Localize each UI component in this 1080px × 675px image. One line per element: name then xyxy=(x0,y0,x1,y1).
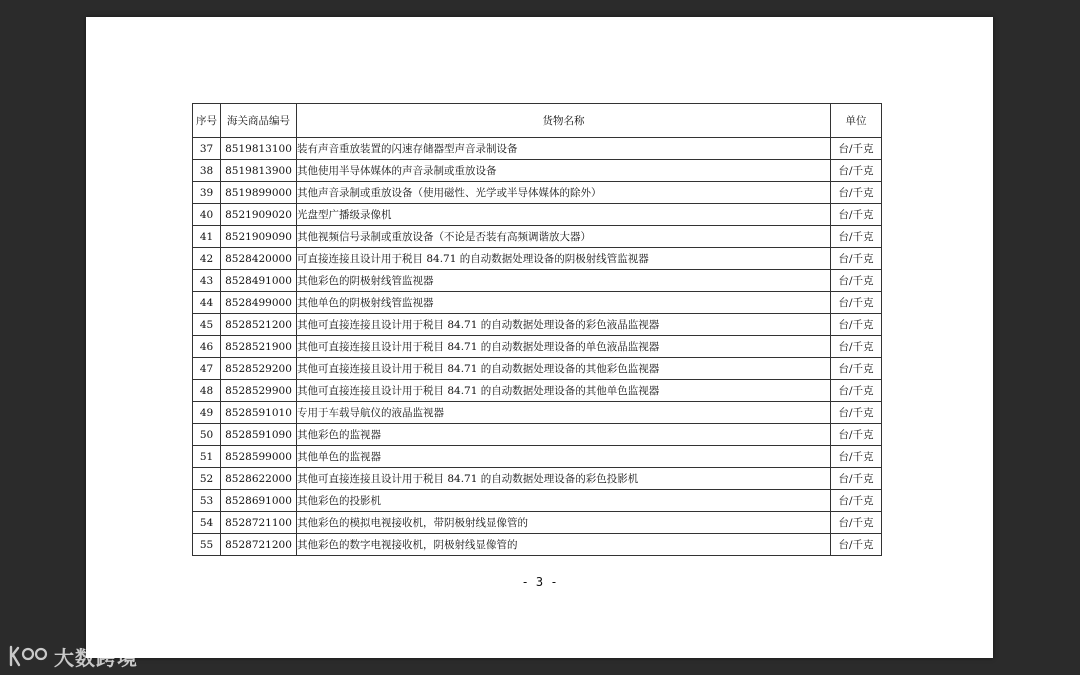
row-customs-code: 8528499000 xyxy=(221,292,297,314)
table-row xyxy=(193,314,882,336)
row-serial-number: 45 xyxy=(193,314,221,336)
row-goods-name: 其他可直接连接且设计用于税目 84.71 的自动数据处理设备的其他单色监视器 xyxy=(297,380,831,402)
row-customs-code: 8528599000 xyxy=(221,446,297,468)
row-customs-code: 8528529200 xyxy=(221,358,297,380)
row-customs-code: 8528521900 xyxy=(221,336,297,358)
row-goods-name: 其他视频信号录制或重放设备（不论是否装有高频调谐放大器） xyxy=(297,226,831,248)
row-goods-name: 其他声音录制或重放设备（使用磁性、光学或半导体媒体的除外） xyxy=(297,182,831,204)
row-serial-number: 42 xyxy=(193,248,221,270)
table-row xyxy=(193,182,882,204)
table-row xyxy=(193,292,882,314)
row-goods-name: 其他彩色的投影机 xyxy=(297,490,831,512)
row-unit: 台/千克 xyxy=(831,248,882,270)
row-unit: 台/千克 xyxy=(831,358,882,380)
row-customs-code: 8519813100 xyxy=(221,138,297,160)
row-goods-name: 专用于车载导航仪的液晶监视器 xyxy=(297,402,831,424)
table-row xyxy=(193,160,882,182)
row-unit: 台/千克 xyxy=(831,512,882,534)
row-unit: 台/千克 xyxy=(831,424,882,446)
row-customs-code: 8521909090 xyxy=(221,226,297,248)
row-customs-code: 8519899000 xyxy=(221,182,297,204)
row-customs-code: 8528591010 xyxy=(221,402,297,424)
page-number: - 3 - xyxy=(521,575,558,589)
row-unit: 台/千克 xyxy=(831,336,882,358)
row-serial-number: 51 xyxy=(193,446,221,468)
table-row xyxy=(193,490,882,512)
row-goods-name: 其他单色的阴极射线管监视器 xyxy=(297,292,831,314)
header-goods-name: 货物名称 xyxy=(297,104,831,138)
row-goods-name: 其他可直接连接且设计用于税目 84.71 的自动数据处理设备的单色液晶监视器 xyxy=(297,336,831,358)
row-customs-code: 8528521200 xyxy=(221,314,297,336)
row-customs-code: 8528691000 xyxy=(221,490,297,512)
goods-table xyxy=(192,103,882,556)
row-unit: 台/千克 xyxy=(831,182,882,204)
row-serial-number: 47 xyxy=(193,358,221,380)
table-row xyxy=(193,138,882,160)
row-serial-number: 49 xyxy=(193,402,221,424)
row-goods-name: 其他彩色的监视器 xyxy=(297,424,831,446)
row-goods-name: 其他可直接连接且设计用于税目 84.71 的自动数据处理设备的彩色液晶监视器 xyxy=(297,314,831,336)
row-goods-name: 其他彩色的阴极射线管监视器 xyxy=(297,270,831,292)
table-row xyxy=(193,402,882,424)
table-row xyxy=(193,512,882,534)
row-serial-number: 39 xyxy=(193,182,221,204)
row-serial-number: 43 xyxy=(193,270,221,292)
row-serial-number: 50 xyxy=(193,424,221,446)
row-unit: 台/千克 xyxy=(831,490,882,512)
row-customs-code: 8528420000 xyxy=(221,248,297,270)
row-serial-number: 38 xyxy=(193,160,221,182)
row-serial-number: 37 xyxy=(193,138,221,160)
row-customs-code: 8521909020 xyxy=(221,204,297,226)
header-customs-code: 海关商品编号 xyxy=(221,104,297,138)
row-customs-code: 8528622000 xyxy=(221,468,297,490)
row-unit: 台/千克 xyxy=(831,402,882,424)
table-body xyxy=(193,138,882,556)
row-unit: 台/千克 xyxy=(831,534,882,556)
watermark-text: 大数跨境 xyxy=(54,645,138,670)
row-unit: 台/千克 xyxy=(831,446,882,468)
row-customs-code: 8519813900 xyxy=(221,160,297,182)
table-row xyxy=(193,424,882,446)
row-goods-name: 其他可直接连接且设计用于税目 84.71 的自动数据处理设备的彩色投影机 xyxy=(297,468,831,490)
table-row xyxy=(193,468,882,490)
row-unit: 台/千克 xyxy=(831,138,882,160)
row-unit: 台/千克 xyxy=(831,160,882,182)
row-serial-number: 46 xyxy=(193,336,221,358)
row-goods-name: 装有声音重放装置的闪速存储器型声音录制设备 xyxy=(297,138,831,160)
table-header-row xyxy=(193,104,882,138)
table-row xyxy=(193,226,882,248)
table-row xyxy=(193,336,882,358)
table-row xyxy=(193,248,882,270)
row-unit: 台/千克 xyxy=(831,380,882,402)
row-serial-number: 40 xyxy=(193,204,221,226)
table-row xyxy=(193,380,882,402)
row-customs-code: 8528491000 xyxy=(221,270,297,292)
row-goods-name: 其他彩色的模拟电视接收机，带阴极射线显像管的 xyxy=(297,512,831,534)
row-goods-name: 光盘型广播级录像机 xyxy=(297,204,831,226)
header-unit: 单位 xyxy=(831,104,882,138)
table-row xyxy=(193,446,882,468)
row-serial-number: 52 xyxy=(193,468,221,490)
header-serial-number: 序号 xyxy=(193,104,221,138)
row-goods-name: 其他单色的监视器 xyxy=(297,446,831,468)
row-unit: 台/千克 xyxy=(831,314,882,336)
row-serial-number: 48 xyxy=(193,380,221,402)
row-serial-number: 41 xyxy=(193,226,221,248)
row-serial-number: 54 xyxy=(193,512,221,534)
row-customs-code: 8528721100 xyxy=(221,512,297,534)
table-row xyxy=(193,358,882,380)
row-serial-number: 44 xyxy=(193,292,221,314)
kuajing-logo-icon xyxy=(8,644,50,668)
row-unit: 台/千克 xyxy=(831,292,882,314)
document-page xyxy=(86,17,993,658)
row-goods-name: 其他可直接连接且设计用于税目 84.71 的自动数据处理设备的其他彩色监视器 xyxy=(297,358,831,380)
row-goods-name: 其他使用半导体媒体的声音录制或重放设备 xyxy=(297,160,831,182)
row-customs-code: 8528721200 xyxy=(221,534,297,556)
table-row xyxy=(193,204,882,226)
row-goods-name: 可直接连接且设计用于税目 84.71 的自动数据处理设备的阴极射线管监视器 xyxy=(297,248,831,270)
row-unit: 台/千克 xyxy=(831,270,882,292)
row-serial-number: 55 xyxy=(193,534,221,556)
table-row xyxy=(193,534,882,556)
row-unit: 台/千克 xyxy=(831,204,882,226)
row-goods-name: 其他彩色的数字电视接收机，阴极射线显像管的 xyxy=(297,534,831,556)
row-unit: 台/千克 xyxy=(831,468,882,490)
row-unit: 台/千克 xyxy=(831,226,882,248)
row-customs-code: 8528529900 xyxy=(221,380,297,402)
row-serial-number: 53 xyxy=(193,490,221,512)
row-customs-code: 8528591090 xyxy=(221,424,297,446)
watermark xyxy=(8,641,138,671)
table-row xyxy=(193,270,882,292)
